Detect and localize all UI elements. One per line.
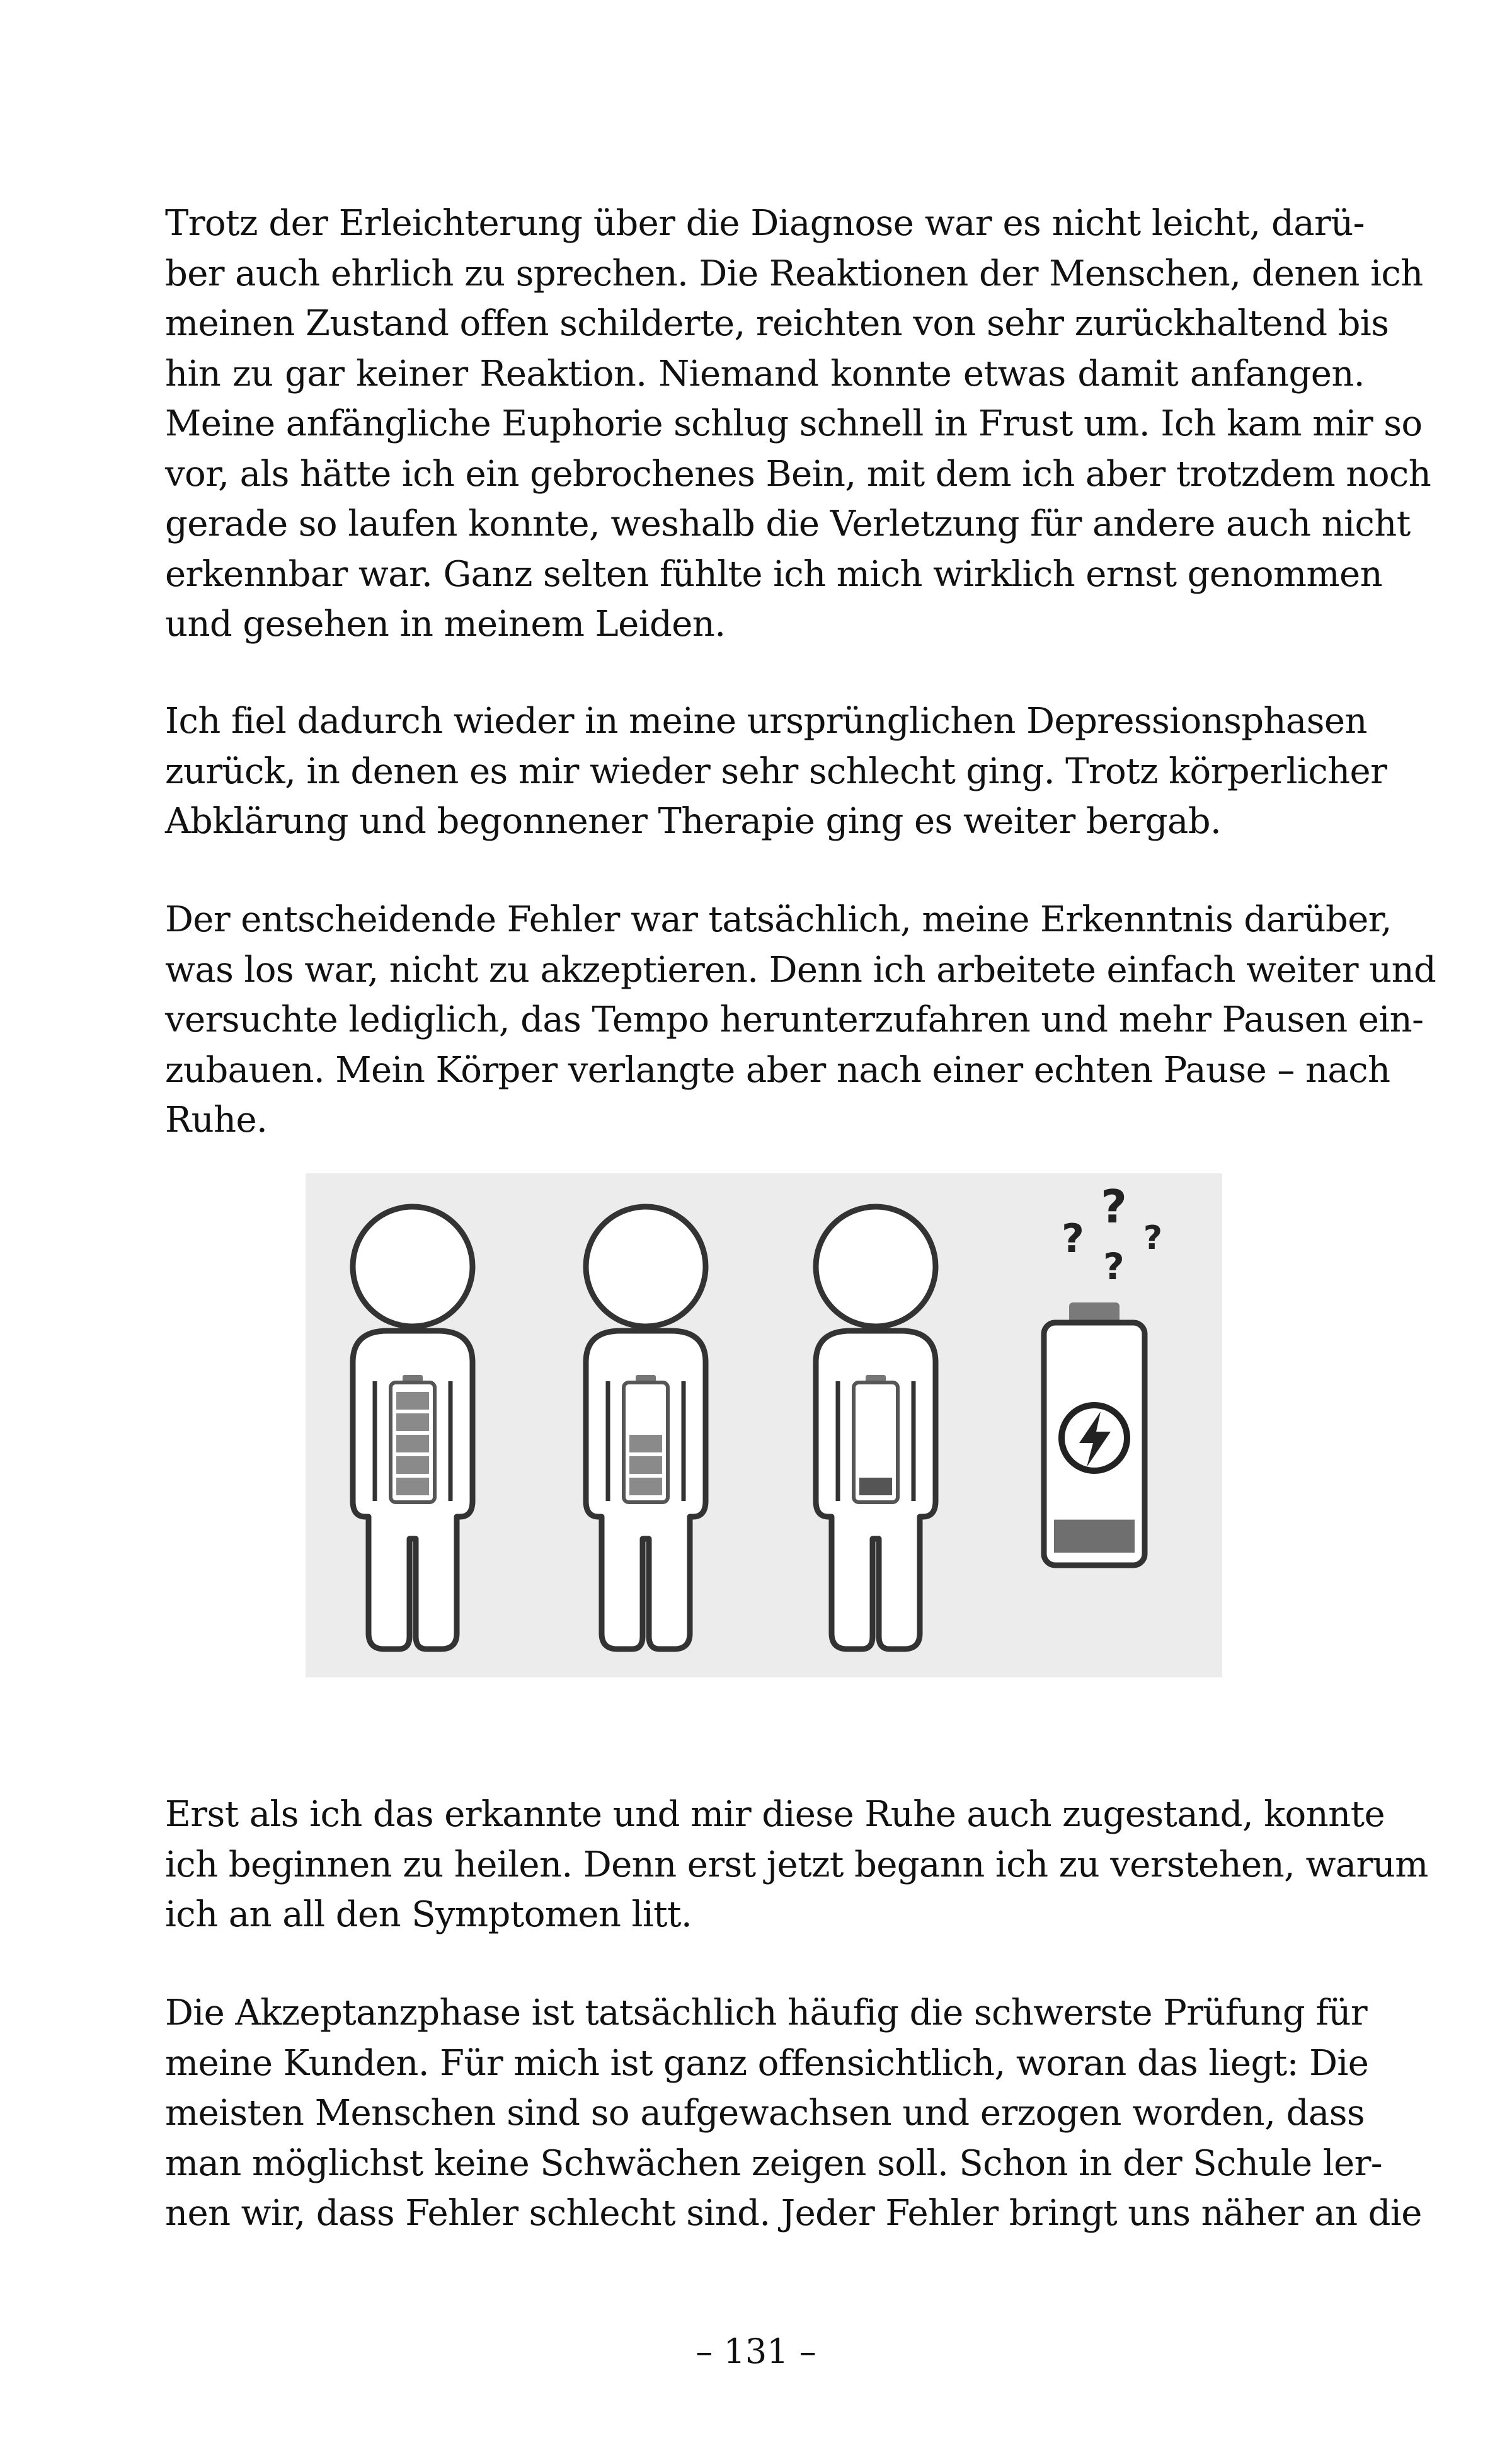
battery-segment (396, 1392, 429, 1410)
battery-icon (391, 1375, 435, 1502)
text-line: erkennbar war. Ganz selten fühlte ich mich wirklich ernst genommen (165, 553, 1383, 595)
question-mark: ? (1103, 1245, 1125, 1288)
battery-segment (396, 1478, 429, 1495)
text-line: meisten Menschen sind so aufgewachsen und erzogen worden, dass (165, 2093, 1365, 2134)
text-line: ich beginnen zu heilen. Denn erst jetzt begann ich zu verstehen, warum (165, 1844, 1428, 1885)
question-mark: ? (1062, 1216, 1084, 1262)
text-line: Ruhe. (165, 1100, 268, 1141)
battery-illustration-svg (306, 1173, 1222, 1677)
question-mark: ? (1101, 1180, 1127, 1233)
battery-segment (629, 1456, 662, 1474)
text-line: zurück, in denen es mir wieder sehr schlecht ging. Trotz körperlicher (165, 750, 1387, 792)
battery-segment (859, 1478, 892, 1495)
text-line: Ich fiel dadurch wieder in meine ursprünglichen Depressionsphasen (165, 701, 1367, 742)
battery-segment (396, 1435, 429, 1452)
text-line: hin zu gar keiner Reaktion. Niemand konnte etwas damit anfangen. (165, 353, 1365, 394)
text-line: Abklärung und begonnener Therapie ging es weiter bergab. (165, 801, 1222, 842)
question-mark: ? (1143, 1219, 1163, 1257)
text-line: Trotz der Erleichterung über die Diagnose war es nicht leicht, darü- (165, 203, 1365, 244)
battery-icon (854, 1375, 898, 1502)
text-line: nen wir, dass Fehler schlecht sind. Jeder Fehler bringt uns näher an die (165, 2193, 1422, 2234)
text-line: Der entscheidende Fehler war tatsächlich, meine Erkenntnis darüber, (165, 899, 1392, 940)
text-line: Die Akzeptanzphase ist tatsächlich häufig die schwerste Prüfung für (165, 1992, 1368, 2033)
text-line: Meine anfängliche Euphorie schlug schnell in Frust um. Ich kam mir so (165, 403, 1423, 444)
paragraph-2 (165, 696, 1387, 847)
text-line: ber auch ehrlich zu sprechen. Die Reaktionen der Menschen, denen ich (165, 253, 1423, 294)
battery-segment (396, 1456, 429, 1474)
page-number: – 131 – (696, 2331, 816, 2371)
text-line: gerade so laufen konnte, weshalb die Verletzung für andere auch nicht (165, 503, 1411, 544)
paragraph-3 (165, 895, 1436, 1146)
battery-segment (629, 1435, 662, 1452)
text-line: meine Kunden. Für mich ist ganz offensichtlich, woran das liegt: Die (165, 2042, 1369, 2084)
paragraph-4 (165, 1790, 1428, 1940)
text-line: was los war, nicht zu akzeptieren. Denn ich arbeitete einfach weiter und (165, 949, 1436, 991)
battery-segment (629, 1478, 662, 1495)
paragraph-1 (165, 198, 1431, 650)
battery-segment (396, 1413, 429, 1431)
big-battery-icon (1044, 1302, 1145, 1565)
text-line: vor, als hätte ich ein gebrochenes Bein, mit dem ich aber trotzdem noch (165, 453, 1431, 495)
text-line: man möglichst keine Schwächen zeigen soll. Schon in der Schule ler- (165, 2142, 1383, 2184)
text-line: versuchte lediglich, das Tempo herunterzufahren und mehr Pausen ein- (165, 999, 1424, 1040)
text-line: und gesehen in meinem Leiden. (165, 604, 726, 645)
text-line: Erst als ich das erkannte und mir diese Ruhe auch zugestand, konnte (165, 1794, 1385, 1835)
text-line: zubauen. Mein Körper verlangte aber nach einer echten Pause – nach (165, 1049, 1390, 1091)
battery-illustration (306, 1173, 1222, 1677)
text-line: meinen Zustand offen schilderte, reichten von sehr zurückhaltend bis (165, 303, 1389, 344)
text-line: ich an all den Symptomen litt. (165, 1894, 692, 1935)
battery-icon (624, 1375, 668, 1502)
paragraph-5 (165, 1988, 1422, 2239)
